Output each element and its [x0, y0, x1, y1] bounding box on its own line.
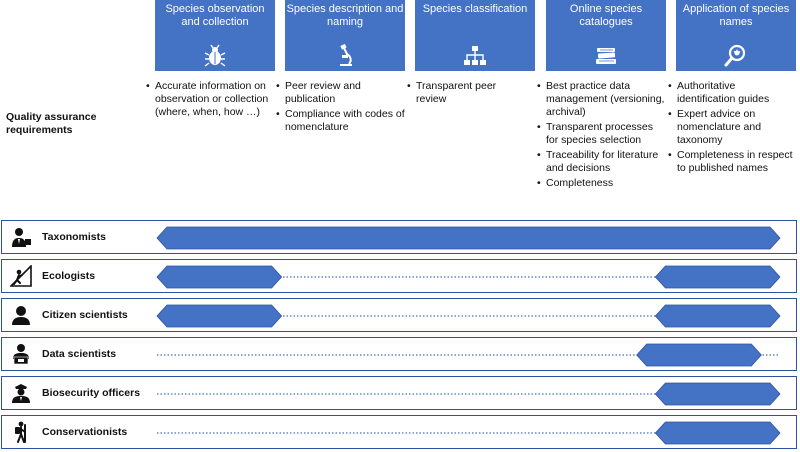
row-label: Biosecurity officers [42, 387, 141, 399]
row-conservationists [1, 415, 797, 449]
track-conservationists [2, 416, 798, 450]
track-citizen-scientists [2, 299, 798, 333]
list-item: • Completeness [537, 177, 665, 190]
list-item: • Compliance with codes of nomenclature [276, 108, 406, 134]
list-item: • Best practice data management (versioning, archival) [537, 80, 665, 119]
stage-title: Application of species names [682, 3, 790, 28]
coverage-segment [157, 305, 282, 327]
microscope-icon [332, 43, 358, 69]
coverage-segment [655, 305, 780, 327]
stage-box-classification [415, 0, 535, 71]
track-taxonomists [2, 221, 798, 255]
magnifier-icon [723, 43, 749, 69]
stage-box-observation [155, 0, 275, 71]
list-item: • Traceability for literature and decisions [537, 149, 665, 175]
stage-box-description [285, 0, 405, 71]
stage-title: Online species catalogues [569, 3, 643, 28]
row-label: Conservationists [42, 426, 128, 438]
stage-title: Species classification [422, 3, 528, 15]
coverage-segment [157, 266, 282, 288]
row-biosecurity-officers [1, 376, 797, 410]
coverage-segment [157, 227, 780, 249]
coverage-segment [655, 422, 780, 444]
list-item: • Accurate information on observation or collection (where, when, how …) [146, 80, 276, 119]
requirements-list-observation [146, 80, 276, 121]
coverage-segment [637, 344, 762, 366]
requirements-list-description [276, 80, 406, 136]
row-taxonomists [1, 220, 797, 254]
stage-title: Species description and naming [286, 3, 404, 28]
hierarchy-icon [462, 43, 488, 69]
list-item: • Transparent peer review [407, 80, 527, 106]
track-data-scientists [2, 338, 798, 372]
coverage-segment [655, 266, 780, 288]
list-item: • Authoritative identification guides [668, 80, 796, 106]
row-label: Ecologists [42, 270, 96, 282]
row-citizen-scientists [1, 298, 797, 332]
row-label: Taxonomists [42, 231, 106, 243]
stage-title: Species observation and collection [165, 3, 265, 28]
list-item: • Transparent processes for species selection [537, 121, 665, 147]
row-label: Data scientists [42, 348, 117, 360]
list-item: • Expert advice on nomenclature and taxonomy [668, 108, 796, 147]
requirements-list-classification [407, 80, 527, 108]
list-item: • Peer review and publication [276, 80, 406, 106]
stage-box-catalogues [546, 0, 666, 71]
bug-icon [202, 43, 228, 69]
stage-box-application [676, 0, 796, 71]
list-item: • Completeness in respect to published names [668, 149, 796, 175]
track-biosecurity-officers [2, 377, 798, 411]
coverage-segment [655, 383, 780, 405]
requirements-list-application [668, 80, 796, 177]
track-ecologists [2, 260, 798, 294]
row-ecologists [1, 259, 797, 293]
requirements-label: Quality assurance requirements [6, 111, 97, 136]
row-data-scientists [1, 337, 797, 371]
requirements-list-catalogues [537, 80, 665, 192]
row-label: Citizen scientists [42, 309, 128, 321]
books-icon [593, 43, 619, 69]
